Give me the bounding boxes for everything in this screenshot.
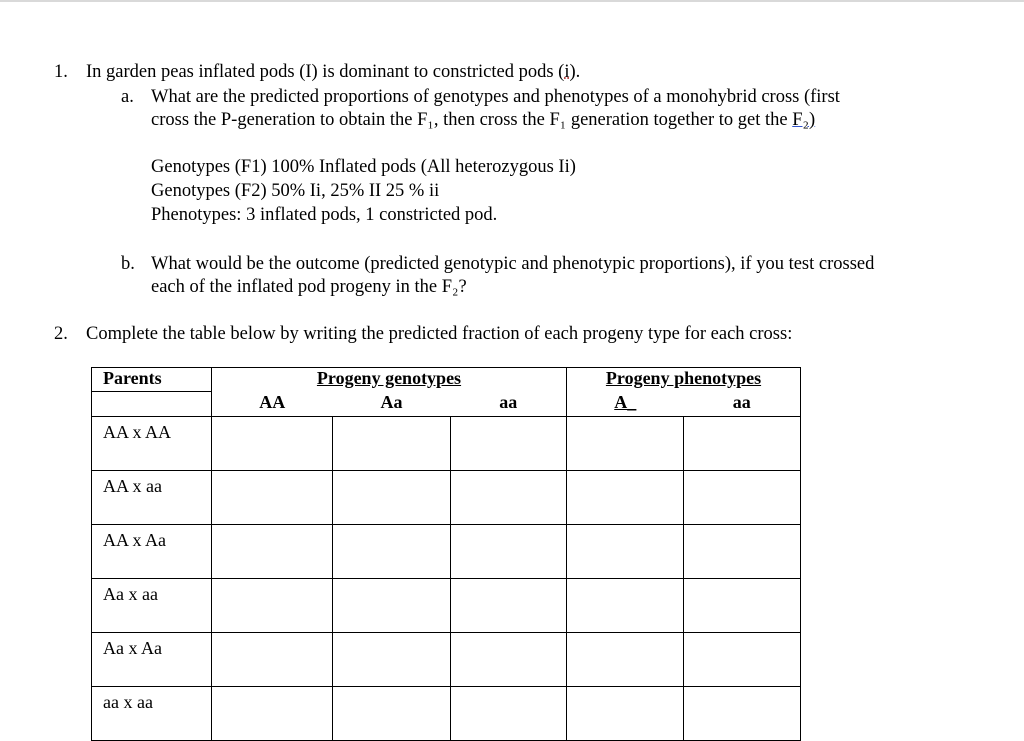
q1-number: 1.: [54, 62, 68, 82]
q1-text-post: ).: [569, 62, 581, 82]
cell-A-dominant[interactable]: [567, 579, 684, 633]
q1b-line1: What would be the outcome (predicted genotypic and phenotypic proportions), if you test crossed: [151, 254, 875, 274]
table-row: [92, 633, 801, 687]
q1a-f2-link: F₂): [792, 110, 816, 130]
genotypes-header: [212, 368, 567, 392]
q1-text-pre: In garden peas inflated pods (I) is dominant to constricted pods (: [86, 62, 565, 82]
cell-aa[interactable]: [451, 687, 567, 741]
cell-A-dominant[interactable]: [567, 471, 684, 525]
table-row: [92, 417, 801, 471]
q1b-label: b.: [121, 254, 135, 274]
cell-Aa[interactable]: [333, 417, 451, 471]
table-row: [92, 471, 801, 525]
parents-cell: AA x AA: [92, 417, 212, 471]
header-row: [92, 368, 801, 392]
table-row: [92, 525, 801, 579]
cell-AA[interactable]: [212, 525, 333, 579]
progeny-table: [91, 367, 801, 741]
subheader-aa-genotype: aa: [451, 392, 567, 417]
q2-number: 2.: [54, 324, 68, 344]
cell-aa-phenotype[interactable]: [684, 633, 801, 687]
genotypes-header-text: Progeny genotypes: [316, 368, 462, 388]
cell-Aa[interactable]: [333, 579, 451, 633]
q1a-label: a.: [121, 87, 134, 107]
cell-aa-phenotype[interactable]: [684, 687, 801, 741]
parents-cell: AA x aa: [92, 471, 212, 525]
cell-aa[interactable]: [451, 471, 567, 525]
cell-aa-phenotype[interactable]: [684, 471, 801, 525]
top-border: [0, 0, 1024, 2]
cell-A-dominant[interactable]: [567, 687, 684, 741]
cell-AA[interactable]: [212, 579, 333, 633]
cell-aa[interactable]: [451, 417, 567, 471]
parents-header: Parents: [92, 368, 212, 392]
q1a-line1: What are the predicted proportions of genotypes and phenotypes of a monohybrid cross (first: [151, 87, 840, 107]
cell-aa[interactable]: [451, 633, 567, 687]
table-row: [92, 687, 801, 741]
subheader-A-dominant-text: A_: [614, 391, 637, 412]
parents-cell: Aa x aa: [92, 579, 212, 633]
cell-AA[interactable]: [212, 471, 333, 525]
subheader-Aa: Aa: [333, 392, 451, 417]
table-row: [92, 579, 801, 633]
cell-aa-phenotype[interactable]: [684, 417, 801, 471]
cell-Aa[interactable]: [333, 471, 451, 525]
cell-Aa[interactable]: [333, 525, 451, 579]
cell-AA[interactable]: [212, 417, 333, 471]
subheader-aa-phenotype: aa: [684, 392, 801, 417]
cell-aa-phenotype[interactable]: [684, 579, 801, 633]
phenotypes-header: [567, 368, 801, 392]
answer-phenotypes: Phenotypes: 3 inflated pods, 1 constricted pod.: [151, 205, 498, 225]
cell-aa[interactable]: [451, 579, 567, 633]
q1-i-letter: i: [564, 62, 570, 82]
q1-text: [86, 61, 580, 83]
subheader-row: [92, 392, 801, 417]
cell-A-dominant[interactable]: [567, 525, 684, 579]
cell-Aa[interactable]: [333, 633, 451, 687]
subheader-A-dominant: [567, 392, 684, 417]
cell-aa-phenotype[interactable]: [684, 525, 801, 579]
parents-cell: Aa x Aa: [92, 633, 212, 687]
cell-A-dominant[interactable]: [567, 417, 684, 471]
cell-Aa[interactable]: [333, 687, 451, 741]
cell-aa[interactable]: [451, 525, 567, 579]
q1b-line2: each of the inflated pod progeny in the F₂?: [151, 277, 467, 297]
q1a-line2-text: cross the P-generation to obtain the F₁, then cross the F₁ generation together to get the: [151, 110, 793, 130]
q1a-line2: [151, 109, 815, 131]
parents-cell: aa x aa: [92, 687, 212, 741]
cell-AA[interactable]: [212, 633, 333, 687]
answer-f2-genotypes: Genotypes (F2) 50% Ii, 25% II 25 % ii: [151, 181, 440, 201]
parents-cell: AA x Aa: [92, 525, 212, 579]
cell-AA[interactable]: [212, 687, 333, 741]
phenotypes-header-text: Progeny phenotypes: [605, 368, 762, 388]
q2-text: Complete the table below by writing the predicted fraction of each progeny type for each cross:: [86, 324, 793, 344]
subheader-blank: [92, 392, 212, 417]
cell-A-dominant[interactable]: [567, 633, 684, 687]
answer-f1-genotypes: Genotypes (F1) 100% Inflated pods (All heterozygous Ii): [151, 157, 576, 177]
subheader-AA: AA: [212, 392, 333, 417]
